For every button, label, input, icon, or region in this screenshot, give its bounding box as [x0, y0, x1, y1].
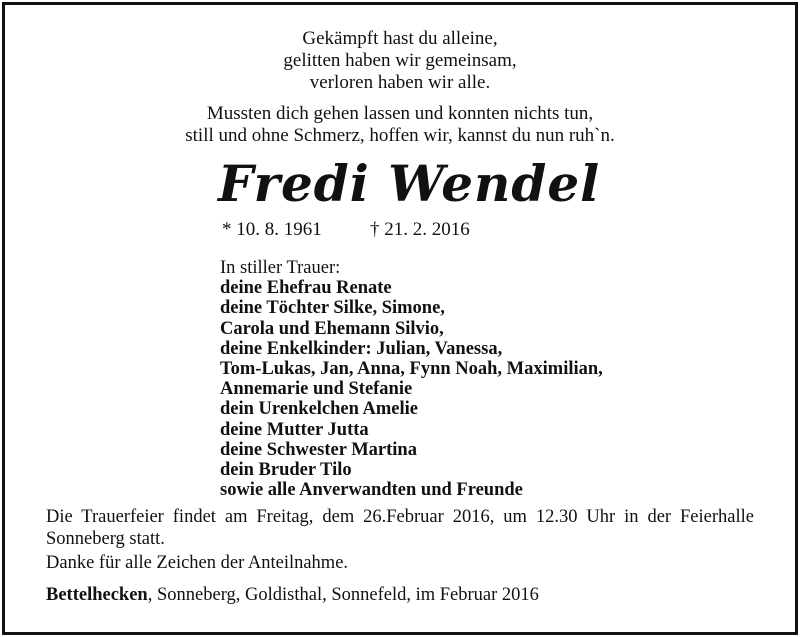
poem-line: Mussten dich gehen lassen und konnten nichts tun,	[206, 103, 594, 124]
mourner-line: Annemarie und Stefanie	[220, 379, 413, 400]
place-date-line	[46, 585, 754, 607]
mourner-line: sowie alle Anverwandten und Freunde	[220, 480, 523, 501]
place-rest: , Sonneberg, Goldisthal, Sonnefeld, im Februar 2016	[147, 585, 539, 605]
death-date: † 21. 2. 2016	[370, 219, 470, 240]
birth-date: * 10. 8. 1961	[222, 219, 322, 240]
funeral-info: Die Trauerfeier findet am Freitag, dem 26.Februar 2016, um 12.30 Uhr in der Feierhalle Sonneberg statt.	[46, 507, 754, 549]
mourner-line: Carola und Ehemann Silvio,	[220, 318, 444, 339]
deceased-name: Fredi Wendel	[218, 154, 601, 213]
poem-stanza-2	[0, 103, 800, 147]
mourner-line: deine Mutter Jutta	[220, 419, 369, 440]
mourner-line: Tom-Lukas, Jan, Anna, Fynn Noah, Maximilian,	[220, 359, 603, 380]
poem-line: gelitten haben wir gemeinsam,	[283, 50, 517, 71]
thanks-line: Danke für alle Zeichen der Anteilnahme.	[46, 553, 349, 573]
mourner-line: deine Schwester Martina	[220, 439, 417, 460]
poem-line: Gekämpft hast du alleine,	[302, 28, 498, 49]
poem-stanza-1	[0, 28, 800, 94]
place-bold: Bettelhecken	[46, 585, 148, 605]
poem-line: verloren haben wir alle.	[309, 72, 491, 93]
mourners-intro: In stiller Trauer:	[220, 258, 341, 278]
mourner-line: deine Töchter Silke, Simone,	[220, 298, 445, 319]
mourner-line: deine Ehefrau Renate	[220, 278, 392, 299]
mourner-line: dein Urenkelchen Amelie	[220, 399, 419, 420]
mourner-line: dein Bruder Tilo	[220, 460, 352, 481]
mourner-line: deine Enkelkinder: Julian, Vanessa,	[220, 338, 503, 359]
poem-line: still und ohne Schmerz, hoffen wir, kannst du nun ruh`n.	[185, 125, 615, 146]
mourners-list	[220, 258, 603, 500]
